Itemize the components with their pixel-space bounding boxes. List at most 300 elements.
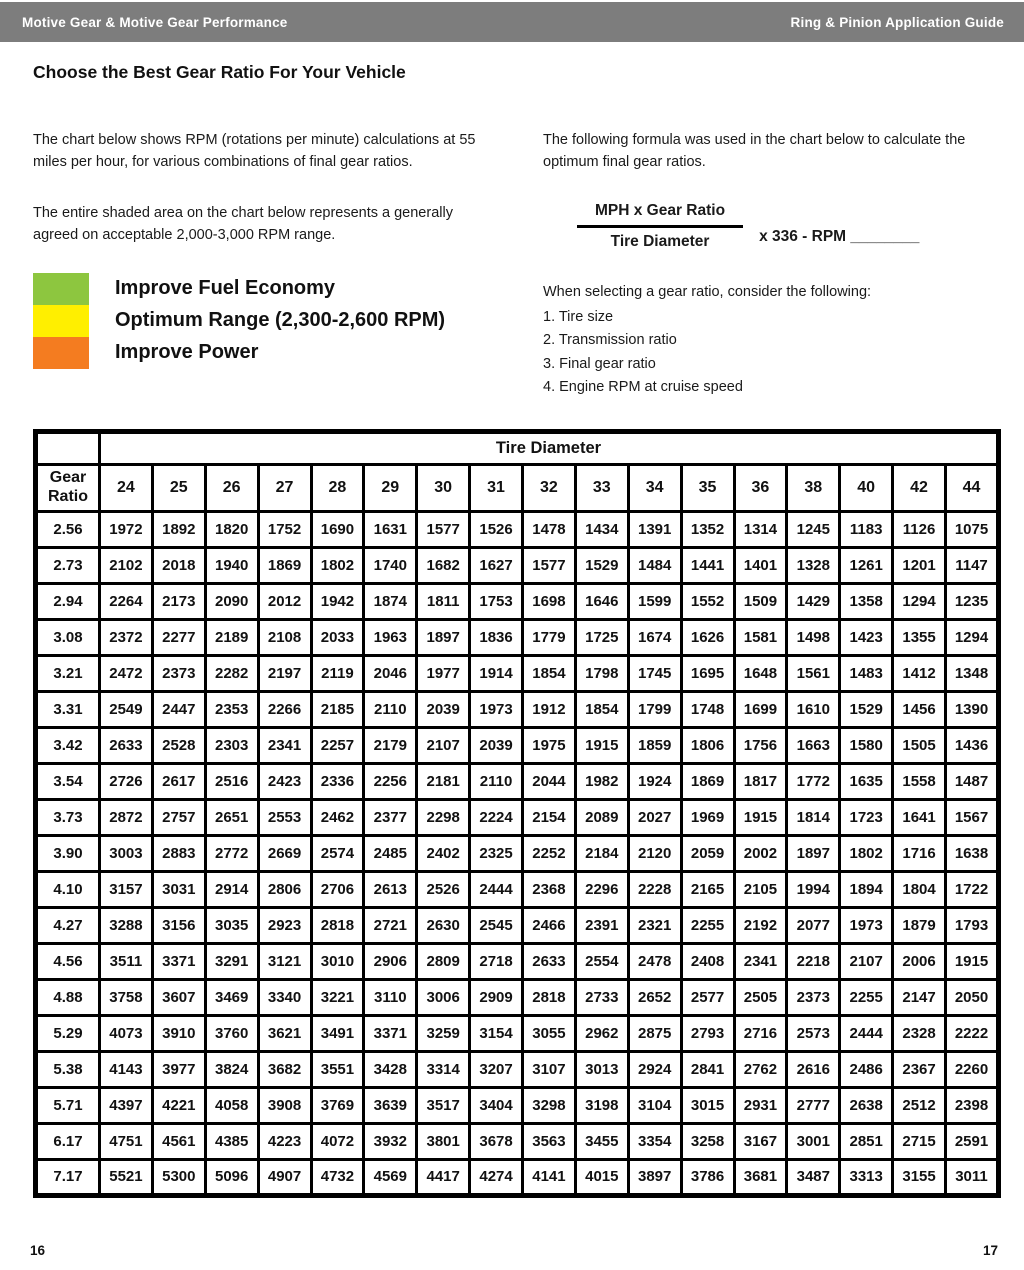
- right-column: [510, 109, 996, 399]
- legend-row: [33, 337, 510, 369]
- intro-columns: [33, 109, 996, 399]
- rpm-cell: 2909: [470, 979, 523, 1015]
- rpm-cell: 2372: [100, 619, 153, 655]
- formula: [577, 202, 996, 251]
- rpm-cell: 1201: [893, 547, 946, 583]
- intro-paragraph-2: The entire shaded area on the chart below represents a generally agreed on acceptable 2,000-3,000 RPM range.: [33, 204, 453, 244]
- rpm-cell: 1552: [681, 583, 734, 619]
- rpm-cell: 2173: [152, 583, 205, 619]
- rpm-cell: 1529: [575, 547, 628, 583]
- consideration-item: 1. Tire size: [543, 309, 614, 326]
- rpm-cell: 1695: [681, 655, 734, 691]
- rpm-cell: 2373: [152, 655, 205, 691]
- rpm-cell: 2408: [681, 943, 734, 979]
- tire-diameter-col-header: 33: [575, 464, 628, 511]
- rpm-cell: 3157: [100, 871, 153, 907]
- rpm-cell: 2108: [258, 619, 311, 655]
- rpm-cell: 3932: [364, 1123, 417, 1159]
- rpm-cell: 2462: [311, 799, 364, 835]
- rpm-cell: 1820: [205, 511, 258, 547]
- table-row: [36, 907, 999, 943]
- rpm-cell: 1753: [470, 583, 523, 619]
- table-row: [36, 1159, 999, 1195]
- formula-denominator: Tire Diameter: [610, 232, 710, 250]
- tire-diameter-col-header: 42: [893, 464, 946, 511]
- rpm-cell: 1854: [523, 655, 576, 691]
- rpm-cell: 3551: [311, 1051, 364, 1087]
- rpm-cell: 1699: [734, 691, 787, 727]
- table-row: [36, 547, 999, 583]
- rpm-cell: 2851: [840, 1123, 893, 1159]
- rpm-cell: 3314: [417, 1051, 470, 1087]
- rpm-cell: 2089: [575, 799, 628, 835]
- rpm-cell: 1897: [787, 835, 840, 871]
- rpm-cell: 1627: [470, 547, 523, 583]
- rpm-cell: 3313: [840, 1159, 893, 1195]
- tire-diameter-col-header: 26: [205, 464, 258, 511]
- rpm-cell: 1977: [417, 655, 470, 691]
- rpm-cell: 2282: [205, 655, 258, 691]
- table-row: [36, 979, 999, 1015]
- rpm-cell: 3758: [100, 979, 153, 1015]
- rpm-cell: 2447: [152, 691, 205, 727]
- table-row: [36, 871, 999, 907]
- gear-ratio-cell: 2.73: [36, 547, 100, 583]
- legend-swatch-O: [33, 337, 89, 369]
- rpm-cell: 1626: [681, 619, 734, 655]
- rpm-cell: 2762: [734, 1051, 787, 1087]
- rpm-cell: 3404: [470, 1087, 523, 1123]
- intro-paragraph-1: The chart below shows RPM (rotations per minute) calculations at 55 miles per hour, for various combinations of final gear ratios.: [33, 132, 476, 171]
- rpm-cell: 4143: [100, 1051, 153, 1087]
- rpm-cell: 2059: [681, 835, 734, 871]
- rpm-cell: 1441: [681, 547, 734, 583]
- gear-ratio-cell: 4.10: [36, 871, 100, 907]
- rpm-cell: 1811: [417, 583, 470, 619]
- gear-ratio-cell: 5.38: [36, 1051, 100, 1087]
- rpm-cell: 3107: [523, 1051, 576, 1087]
- rpm-cell: 4732: [311, 1159, 364, 1195]
- rpm-cell: 2818: [523, 979, 576, 1015]
- rpm-cell: 2526: [417, 871, 470, 907]
- page-content: [0, 62, 1024, 1198]
- tire-diameter-col-header: 38: [787, 464, 840, 511]
- rpm-cell: 3563: [523, 1123, 576, 1159]
- rpm-cell: 1740: [364, 547, 417, 583]
- rpm-cell: 1498: [787, 619, 840, 655]
- table-row: [36, 799, 999, 835]
- rpm-cell: 2266: [258, 691, 311, 727]
- gear-ratio-cell: 6.17: [36, 1123, 100, 1159]
- rpm-cell: 1235: [946, 583, 999, 619]
- rpm-cell: 3786: [681, 1159, 734, 1195]
- rpm-cell: 1674: [628, 619, 681, 655]
- rpm-cell: 2872: [100, 799, 153, 835]
- rpm-cell: 2545: [470, 907, 523, 943]
- rpm-cell: 3259: [417, 1015, 470, 1051]
- rpm-cell: 3769: [311, 1087, 364, 1123]
- rpm-cell: 1412: [893, 655, 946, 691]
- rpm-cell: 3371: [152, 943, 205, 979]
- tire-diameter-col-header: 44: [946, 464, 999, 511]
- rpm-cell: 1915: [575, 727, 628, 763]
- rpm-cell: 1434: [575, 511, 628, 547]
- rpm-cell: 1912: [523, 691, 576, 727]
- rpm-cell: 1723: [840, 799, 893, 835]
- rpm-cell: 3055: [523, 1015, 576, 1051]
- rpm-cell: 2218: [787, 943, 840, 979]
- rpm-cell: 1802: [311, 547, 364, 583]
- rpm-cell: 1994: [787, 871, 840, 907]
- table-row: [36, 835, 999, 871]
- rpm-cell: 1487: [946, 763, 999, 799]
- consideration-item: 3. Final gear ratio: [543, 355, 656, 372]
- rpm-cell: 2398: [946, 1087, 999, 1123]
- rpm-cell: 2341: [258, 727, 311, 763]
- page-title: Choose the Best Gear Ratio For Your Vehicle: [33, 62, 406, 82]
- rpm-cell: 2718: [470, 943, 523, 979]
- rpm-cell: 1294: [893, 583, 946, 619]
- rpm-cell: 1352: [681, 511, 734, 547]
- rpm-cell: 2651: [205, 799, 258, 835]
- rpm-cell: 1635: [840, 763, 893, 799]
- rpm-cell: 1915: [946, 943, 999, 979]
- header-left-title: Motive Gear & Motive Gear Performance: [22, 14, 288, 30]
- rpm-cell: 2046: [364, 655, 417, 691]
- rpm-cell: 4073: [100, 1015, 153, 1051]
- rpm-cell: 2185: [311, 691, 364, 727]
- rpm-cell: 1261: [840, 547, 893, 583]
- rpm-cell: 2105: [734, 871, 787, 907]
- table-row: [36, 691, 999, 727]
- rpm-table-body: [36, 511, 999, 1195]
- tire-diameter-col-header: 40: [840, 464, 893, 511]
- rpm-cell: 2102: [100, 547, 153, 583]
- corner-blank-cell: [36, 431, 100, 464]
- rpm-cell: 1314: [734, 511, 787, 547]
- rpm-cell: 1638: [946, 835, 999, 871]
- rpm-cell: 1799: [628, 691, 681, 727]
- rpm-cell: 2277: [152, 619, 205, 655]
- rpm-cell: 2044: [523, 763, 576, 799]
- rpm-cell: 2505: [734, 979, 787, 1015]
- rpm-cell: 1814: [787, 799, 840, 835]
- rpm-cell: 2341: [734, 943, 787, 979]
- rpm-cell: 2486: [840, 1051, 893, 1087]
- table-row: [36, 583, 999, 619]
- rpm-cell: 4751: [100, 1123, 153, 1159]
- rpm-cell: 4561: [152, 1123, 205, 1159]
- rpm-cell: 2368: [523, 871, 576, 907]
- rpm-cell: 3207: [470, 1051, 523, 1087]
- rpm-cell: 3517: [417, 1087, 470, 1123]
- tire-diameter-col-header: 29: [364, 464, 417, 511]
- tire-diameter-col-header: 31: [470, 464, 523, 511]
- rpm-cell: 1484: [628, 547, 681, 583]
- rpm-cell: 3156: [152, 907, 205, 943]
- rpm-cell: 4015: [575, 1159, 628, 1195]
- rpm-cell: 2875: [628, 1015, 681, 1051]
- rpm-cell: 2716: [734, 1015, 787, 1051]
- rpm-cell: 1802: [840, 835, 893, 871]
- rpm-cell: 2402: [417, 835, 470, 871]
- rpm-cell: 1940: [205, 547, 258, 583]
- rpm-cell: 2726: [100, 763, 153, 799]
- gear-ratio-cell: 3.42: [36, 727, 100, 763]
- rpm-cell: 2325: [470, 835, 523, 871]
- rpm-cell: 2715: [893, 1123, 946, 1159]
- rpm-cell: 1756: [734, 727, 787, 763]
- rpm-cell: 2512: [893, 1087, 946, 1123]
- rpm-cell: 1698: [523, 583, 576, 619]
- rpm-cell: 1610: [787, 691, 840, 727]
- rpm-cell: 1817: [734, 763, 787, 799]
- rpm-cell: 1577: [417, 511, 470, 547]
- rpm-cell: 2613: [364, 871, 417, 907]
- rpm-cell: 2617: [152, 763, 205, 799]
- rpm-cell: 2574: [311, 835, 364, 871]
- rpm-cell: 2303: [205, 727, 258, 763]
- tire-diameter-col-header: 30: [417, 464, 470, 511]
- rpm-cell: 1748: [681, 691, 734, 727]
- rpm-cell: 2107: [417, 727, 470, 763]
- rpm-cell: 4274: [470, 1159, 523, 1195]
- rpm-cell: 2296: [575, 871, 628, 907]
- rpm-cell: 2633: [523, 943, 576, 979]
- rpm-cell: 3015: [681, 1087, 734, 1123]
- rpm-cell: 3258: [681, 1123, 734, 1159]
- rpm-cell: 3511: [100, 943, 153, 979]
- rpm-cell: 1456: [893, 691, 946, 727]
- header-right-title: Ring & Pinion Application Guide: [790, 14, 1004, 30]
- rpm-cell: 1722: [946, 871, 999, 907]
- gear-ratio-cell: 3.90: [36, 835, 100, 871]
- considerations-intro: When selecting a gear ratio, consider the following:: [543, 283, 872, 300]
- tire-diameter-col-header: 36: [734, 464, 787, 511]
- table-row: [36, 1087, 999, 1123]
- tire-diameter-col-header: 32: [523, 464, 576, 511]
- rpm-cell: 1580: [840, 727, 893, 763]
- gear-ratio-cell: 7.17: [36, 1159, 100, 1195]
- rpm-cell: 3291: [205, 943, 258, 979]
- rpm-cell: 2006: [893, 943, 946, 979]
- gear-ratio-cell: 4.88: [36, 979, 100, 1015]
- table-row: [36, 619, 999, 655]
- rpm-cell: 2914: [205, 871, 258, 907]
- rpm-cell: 1390: [946, 691, 999, 727]
- rpm-cell: 1126: [893, 511, 946, 547]
- rpm-cell: 2841: [681, 1051, 734, 1087]
- rpm-cell: 3682: [258, 1051, 311, 1087]
- rpm-cell: 2528: [152, 727, 205, 763]
- rpm-cell: 2777: [787, 1087, 840, 1123]
- gear-ratio-cell: 2.56: [36, 511, 100, 547]
- consideration-item: 4. Engine RPM at cruise speed: [543, 378, 743, 395]
- rpm-cell: 4417: [417, 1159, 470, 1195]
- rpm-cell: 2255: [840, 979, 893, 1015]
- rpm-cell: 2516: [205, 763, 258, 799]
- formula-suffix: x 336 - RPM ________: [759, 227, 920, 245]
- rpm-cell: 2197: [258, 655, 311, 691]
- rpm-cell: 1599: [628, 583, 681, 619]
- legend-swatch-Y: [33, 305, 89, 337]
- table-row: [36, 727, 999, 763]
- rpm-cell: 3681: [734, 1159, 787, 1195]
- rpm-cell: 2328: [893, 1015, 946, 1051]
- tire-diameter-col-header: 35: [681, 464, 734, 511]
- rpm-cell: 1804: [893, 871, 946, 907]
- rpm-cell: 2050: [946, 979, 999, 1015]
- table-row: [36, 763, 999, 799]
- rpm-cell: 2298: [417, 799, 470, 835]
- rpm-cell: 2931: [734, 1087, 787, 1123]
- rpm-cell: 2260: [946, 1051, 999, 1087]
- rpm-cell: 1745: [628, 655, 681, 691]
- rpm-cell: 3910: [152, 1015, 205, 1051]
- rpm-cell: 1355: [893, 619, 946, 655]
- table-row: [36, 1123, 999, 1159]
- rpm-cell: 1483: [840, 655, 893, 691]
- rpm-cell: 3104: [628, 1087, 681, 1123]
- rpm-cell: 4072: [311, 1123, 364, 1159]
- rpm-cell: 1401: [734, 547, 787, 583]
- gear-ratio-cell: 3.21: [36, 655, 100, 691]
- rpm-cell: 3031: [152, 871, 205, 907]
- rpm-cell: 1806: [681, 727, 734, 763]
- rpm-cell: 2107: [840, 943, 893, 979]
- rpm-cell: 1328: [787, 547, 840, 583]
- rpm-cell: 2147: [893, 979, 946, 1015]
- rpm-cell: 3288: [100, 907, 153, 943]
- rpm-cell: 3824: [205, 1051, 258, 1087]
- rpm-cell: 1874: [364, 583, 417, 619]
- rpm-cell: 3354: [628, 1123, 681, 1159]
- rpm-cell: 3607: [152, 979, 205, 1015]
- rpm-cell: 2181: [417, 763, 470, 799]
- rpm-cell: 1690: [311, 511, 364, 547]
- rpm-cell: 2638: [840, 1087, 893, 1123]
- rpm-cell: 3167: [734, 1123, 787, 1159]
- rpm-cell: 2119: [311, 655, 364, 691]
- gear-ratio-cell: 4.27: [36, 907, 100, 943]
- rpm-cell: 3428: [364, 1051, 417, 1087]
- rpm-cell: 1982: [575, 763, 628, 799]
- table-row: [36, 1015, 999, 1051]
- rpm-cell: 1869: [681, 763, 734, 799]
- rpm-cell: 4141: [523, 1159, 576, 1195]
- rpm-cell: 1973: [840, 907, 893, 943]
- rpm-cell: 3977: [152, 1051, 205, 1087]
- rpm-cell: 2472: [100, 655, 153, 691]
- rpm-cell: 2367: [893, 1051, 946, 1087]
- rpm-cell: 2039: [470, 727, 523, 763]
- rpm-cell: 2577: [681, 979, 734, 1015]
- rpm-cell: 3678: [470, 1123, 523, 1159]
- rpm-cell: 2706: [311, 871, 364, 907]
- page-number-left: 16: [30, 1243, 46, 1258]
- rpm-cell: 2189: [205, 619, 258, 655]
- rpm-cell: 2466: [523, 907, 576, 943]
- rpm-cell: 1793: [946, 907, 999, 943]
- page-number-right: 17: [982, 1243, 998, 1258]
- rpm-cell: 2906: [364, 943, 417, 979]
- rpm-cell: 3298: [523, 1087, 576, 1123]
- rpm-cell: 3121: [258, 943, 311, 979]
- rpm-cell: 3154: [470, 1015, 523, 1051]
- rpm-cell: 1975: [523, 727, 576, 763]
- rpm-cell: 4907: [258, 1159, 311, 1195]
- tire-diameter-col-header: 25: [152, 464, 205, 511]
- table-row: [36, 511, 999, 547]
- rpm-cell: 2033: [311, 619, 364, 655]
- gear-ratio-cell: 3.54: [36, 763, 100, 799]
- rpm-cell: 3760: [205, 1015, 258, 1051]
- rpm-cell: 2757: [152, 799, 205, 835]
- rpm-cell: 2591: [946, 1123, 999, 1159]
- rpm-cell: 2120: [628, 835, 681, 871]
- rpm-table: [33, 429, 1001, 1198]
- rpm-cell: 2224: [470, 799, 523, 835]
- rpm-cell: 1663: [787, 727, 840, 763]
- gear-ratio-cell: 5.29: [36, 1015, 100, 1051]
- rpm-cell: 2018: [152, 547, 205, 583]
- rpm-cell: 1558: [893, 763, 946, 799]
- rpm-cell: 2818: [311, 907, 364, 943]
- rpm-cell: 1836: [470, 619, 523, 655]
- rpm-cell: 2027: [628, 799, 681, 835]
- legend-label: Improve Power: [115, 341, 259, 364]
- rpm-cell: 1725: [575, 619, 628, 655]
- rpm-cell: 2373: [787, 979, 840, 1015]
- consideration-item: 2. Transmission ratio: [543, 332, 677, 349]
- column-header-row: [36, 464, 999, 511]
- rpm-cell: 1641: [893, 799, 946, 835]
- gear-ratio-cell: 4.56: [36, 943, 100, 979]
- rpm-cell: 2184: [575, 835, 628, 871]
- gear-ratio-cell: 3.31: [36, 691, 100, 727]
- rpm-cell: 3035: [205, 907, 258, 943]
- rpm-cell: 2554: [575, 943, 628, 979]
- legend-swatch-G: [33, 273, 89, 305]
- tire-diameter-col-header: 27: [258, 464, 311, 511]
- rpm-cell: 3198: [575, 1087, 628, 1123]
- formula-intro: The following formula was used in the chart below to calculate the optimum final gear ratios.: [543, 132, 966, 171]
- rpm-cell: 3801: [417, 1123, 470, 1159]
- rpm-cell: 1567: [946, 799, 999, 835]
- rpm-cell: 2154: [523, 799, 576, 835]
- rpm-cell: 2077: [787, 907, 840, 943]
- rpm-cell: 1752: [258, 511, 311, 547]
- rpm-cell: 1075: [946, 511, 999, 547]
- rpm-cell: 1915: [734, 799, 787, 835]
- rpm-cell: 4058: [205, 1087, 258, 1123]
- rpm-cell: 1854: [575, 691, 628, 727]
- rpm-cell: 1526: [470, 511, 523, 547]
- rpm-cell: 1914: [470, 655, 523, 691]
- rpm-cell: 2336: [311, 763, 364, 799]
- rpm-cell: 2353: [205, 691, 258, 727]
- rpm-cell: 1779: [523, 619, 576, 655]
- considerations-list: [543, 306, 996, 399]
- rpm-cell: 3491: [311, 1015, 364, 1051]
- rpm-cell: 1942: [311, 583, 364, 619]
- rpm-cell: 3006: [417, 979, 470, 1015]
- tire-diameter-col-header: 24: [100, 464, 153, 511]
- rpm-cell: 1147: [946, 547, 999, 583]
- rpm-cell: 3221: [311, 979, 364, 1015]
- rpm-cell: 4397: [100, 1087, 153, 1123]
- rpm-cell: 1183: [840, 511, 893, 547]
